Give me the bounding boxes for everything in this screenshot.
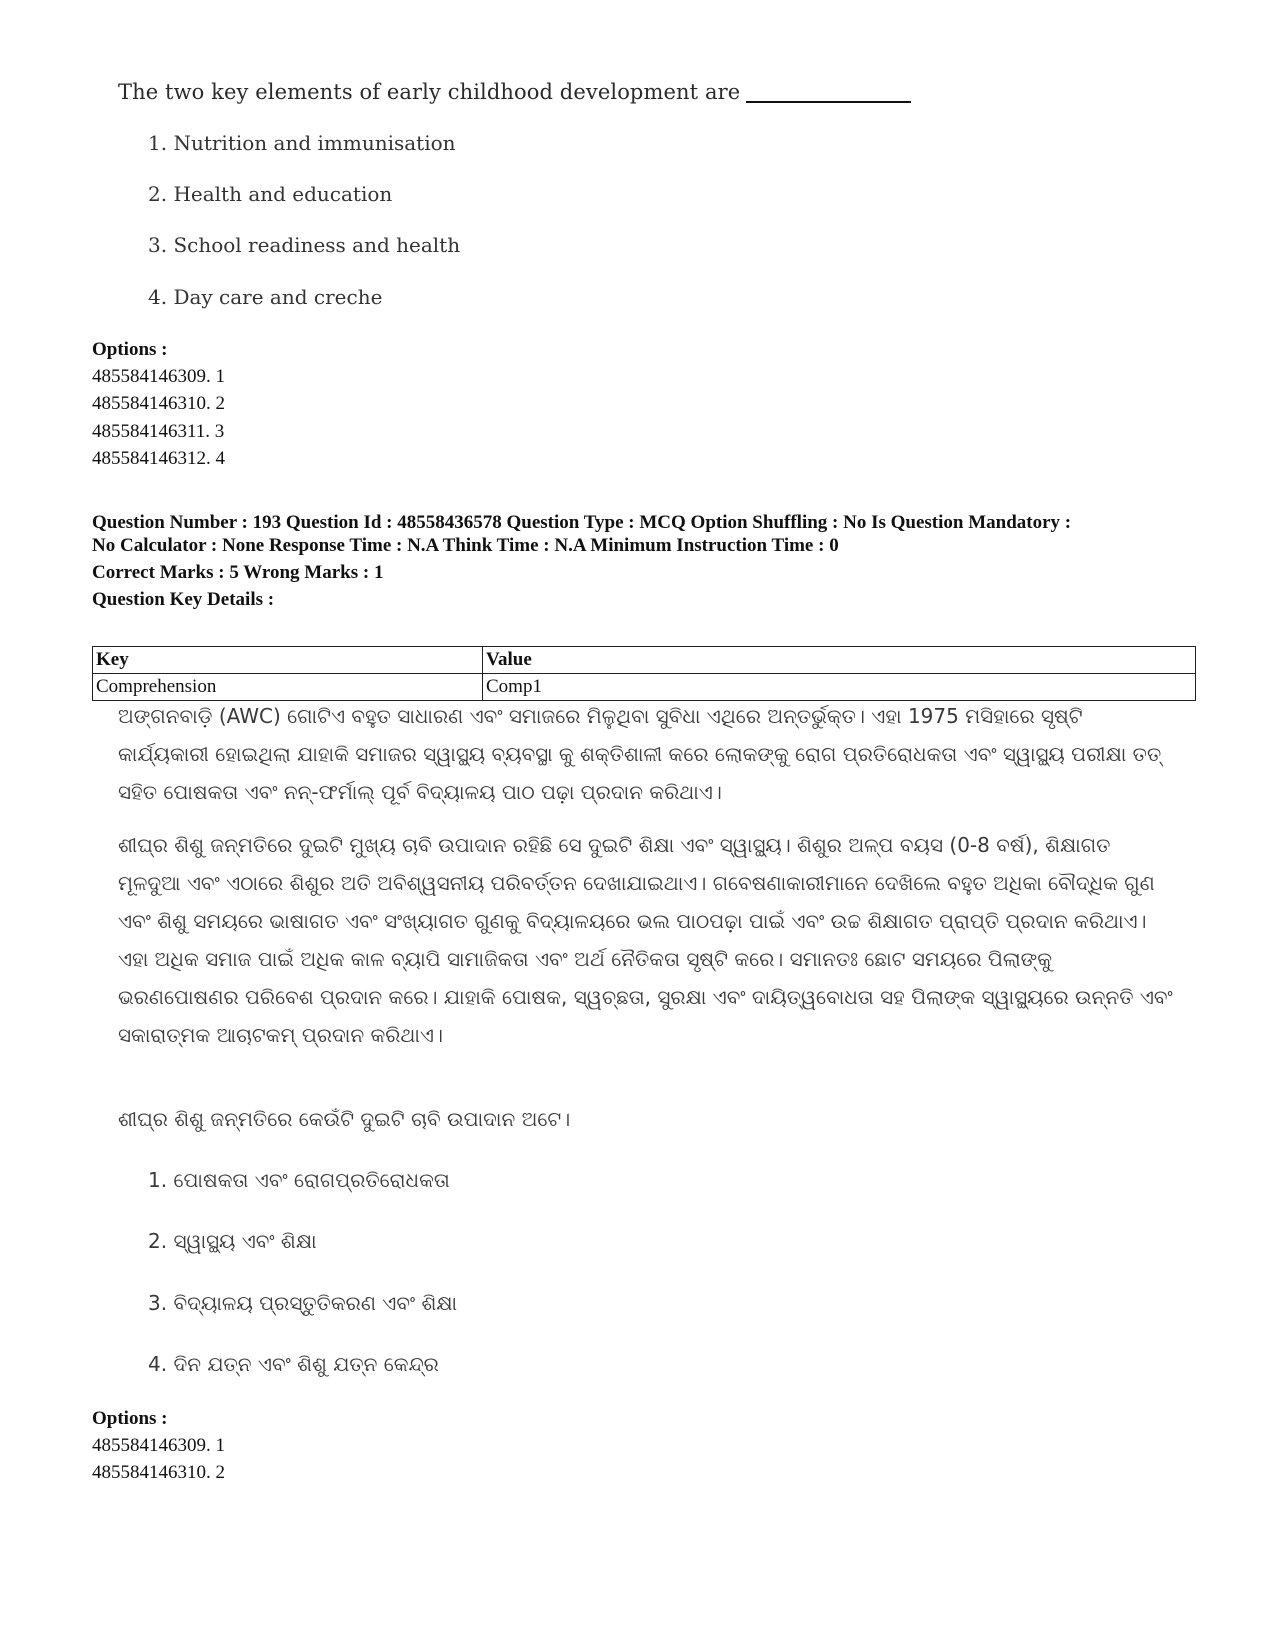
odia-choice-1: 1. ପୋଷକତା ଏବଂ ରୋଗପ୍ରତିରୋଧକତା	[148, 1168, 450, 1192]
table-header-key: Key	[93, 647, 483, 674]
option-line: 485584146309. 1	[92, 366, 225, 387]
odia-choice-3: 3. ବିଦ୍ୟାଳୟ ପ୍ରସ୍ତୁତିକରଣ ଏବଂ ଶିକ୍ଷା	[148, 1291, 458, 1315]
odia-passage-paragraph-1: ଅଙ୍ଗନବାଡ଼ି (AWC) ଗୋଟିଏ ବହୁତ ସାଧାରଣ ଏବଂ ସମାଜରେ ମିଳୁଥିବା ସୁବିଧା ଏଥିରେ ଅନ୍ତର୍ଭୁକ୍ତ। ଏହା 1975 ମସିହାରେ ସୃଷ୍ଟି କାର୍ଯ୍ୟକାରୀ ହୋଇଥିଲା ଯାହାକି ସମାଜର ସ୍ୱାସ୍ଥ୍ୟ ବ୍ୟବସ୍ଥା କୁ ଶକ୍ତିଶାଳୀ କରେ ଲୋକଙ୍କୁ ରୋଗ ପ୍ରତିରୋଧକତା ଏବଂ ସ୍ୱାସ୍ଥ୍ୟ ପରୀକ୍ଷା ତତ୍ ସହିତ ପୋଷକତା ଏବଂ ନନ୍-ଫର୍ମାଲ୍ ପୂର୍ବ ବିଦ୍ୟାଳୟ ପାଠ ପଢ଼ା ପ୍ରଦାନ କରିଥାଏ।	[118, 704, 1162, 804]
marks-line: Correct Marks : 5 Wrong Marks : 1	[92, 562, 384, 583]
odia-choice-4: 4. ଦିନ ଯତ୍ନ ଏବଂ ଶିଶୁ ଯତ୍ନ କେନ୍ଦ୍ର	[148, 1352, 439, 1376]
options-label: Options :	[92, 339, 168, 360]
table-header-value: Value	[483, 647, 1196, 674]
english-choice-4: 4. Day care and creche	[148, 285, 383, 309]
option-line: 485584146312. 4	[92, 448, 225, 469]
odia-passage-paragraph-2: ଶୀଘ୍ର ଶିଶୁ ଜନ୍ମତିରେ ଦୁଇଟି ମୁଖ୍ୟ ଚାବି ଉପାଦାନ ରହିଛି ସେ ଦୁଇଟି ଶିକ୍ଷା ଏବଂ ସ୍ୱାସ୍ଥ୍ୟ। ଶିଶୁର ଅଳ୍ପ ବୟସ (0-8 ବର୍ଷ), ଶିକ୍ଷାଗତ ମୂଳଦୁଆ ଏବଂ ଏଠାରେ ଶିଶୁର ଅତି ଅବିଶ୍ୱସନୀୟ ପରିବର୍ତ୍ତନ ଦେଖାଯାଇଥାଏ। ଗବେଷଣାକାରୀମାନେ ଦେଖିଲେ ବହୁତ ଅଧିକା ବୌଦ୍ଧିକ ଗୁଣ ଏବଂ ଶିଶୁ ସମୟରେ ଭାଷାଗତ ଏବଂ ସଂଖ୍ୟାଗତ ଗୁଣକୁ ବିଦ୍ୟାଳୟରେ ଭଲ ପାଠପଢ଼ା ପାଇଁ ଏବଂ ଉଚ୍ଚ ଶିକ୍ଷାଗତ ପ୍ରାପ୍ତି ପ୍ରଦାନ କରିଥାଏ। ଏହା ଅଧିକ ସମାଜ ପାଇଁ ଅଧିକ କାଳ ବ୍ୟାପି ସାମାଜିକତା ଏବଂ ଅର୍ଥ ନୈତିକତା ସୃଷ୍ଟି କରେ। ସମାନତଃ ଛୋଟ ସମୟରେ ପିଲାଙ୍କୁ ଭରଣପୋଷଣର ପରିବେଶ ପ୍ରଦାନ କରେ। ଯାହାକି ପୋଷକ, ସ୍ୱଚ୍ଛତା, ସୁରକ୍ଷା ଏବଂ ଦାୟିତ୍ୱବୋଧତା ସହ ପିଲାଙ୍କ ସ୍ୱାସ୍ଥ୍ୟରେ ଉନ୍ନତି ଏବଂ ସକାରାତ୍ମକ ଆଚାଟକମ୍ ପ୍ରଦାନ କରିଥାଏ।	[118, 833, 1173, 1047]
table-cell-value: Comp1	[483, 674, 1196, 701]
english-choice-3: 3. School readiness and health	[148, 233, 461, 257]
english-choice-1: 1. Nutrition and immunisation	[148, 131, 456, 155]
question-meta-line2: No Calculator : None Response Time : N.A Think Time : N.A Minimum Instruction Time : 0	[92, 535, 839, 556]
english-question-stem-text: The two key elements of early childhood development are	[118, 80, 741, 104]
odia-choice-2: 2. ସ୍ୱାସ୍ଥ୍ୟ ଏବଂ ଶିକ୍ଷା	[148, 1229, 317, 1253]
option-line: 485584146309. 1	[92, 1435, 225, 1456]
key-details-table	[92, 646, 1196, 701]
option-line: 485584146310. 2	[92, 1462, 225, 1483]
options-label: Options :	[92, 1408, 168, 1429]
option-line: 485584146310. 2	[92, 393, 225, 414]
odia-question-stem: ଶୀଘ୍ର ଶିଶୁ ଜନ୍ମତିରେ କେଉଁଟି ଦୁଇଟି ଚାବି ଉପାଦାନ ଅଟେ।	[118, 1107, 571, 1131]
english-choice-2: 2. Health and education	[148, 182, 393, 206]
option-line: 485584146311. 3	[92, 421, 225, 442]
key-details-label: Question Key Details :	[92, 589, 275, 610]
table-cell-key: Comprehension	[93, 674, 483, 701]
english-question-stem	[118, 80, 911, 104]
answer-blank	[746, 101, 911, 103]
question-meta-line1: Question Number : 193 Question Id : 48558436578 Question Type : MCQ Option Shuffling : No Is Question Mandatory :	[92, 512, 1072, 533]
table-header-row	[93, 647, 1196, 674]
